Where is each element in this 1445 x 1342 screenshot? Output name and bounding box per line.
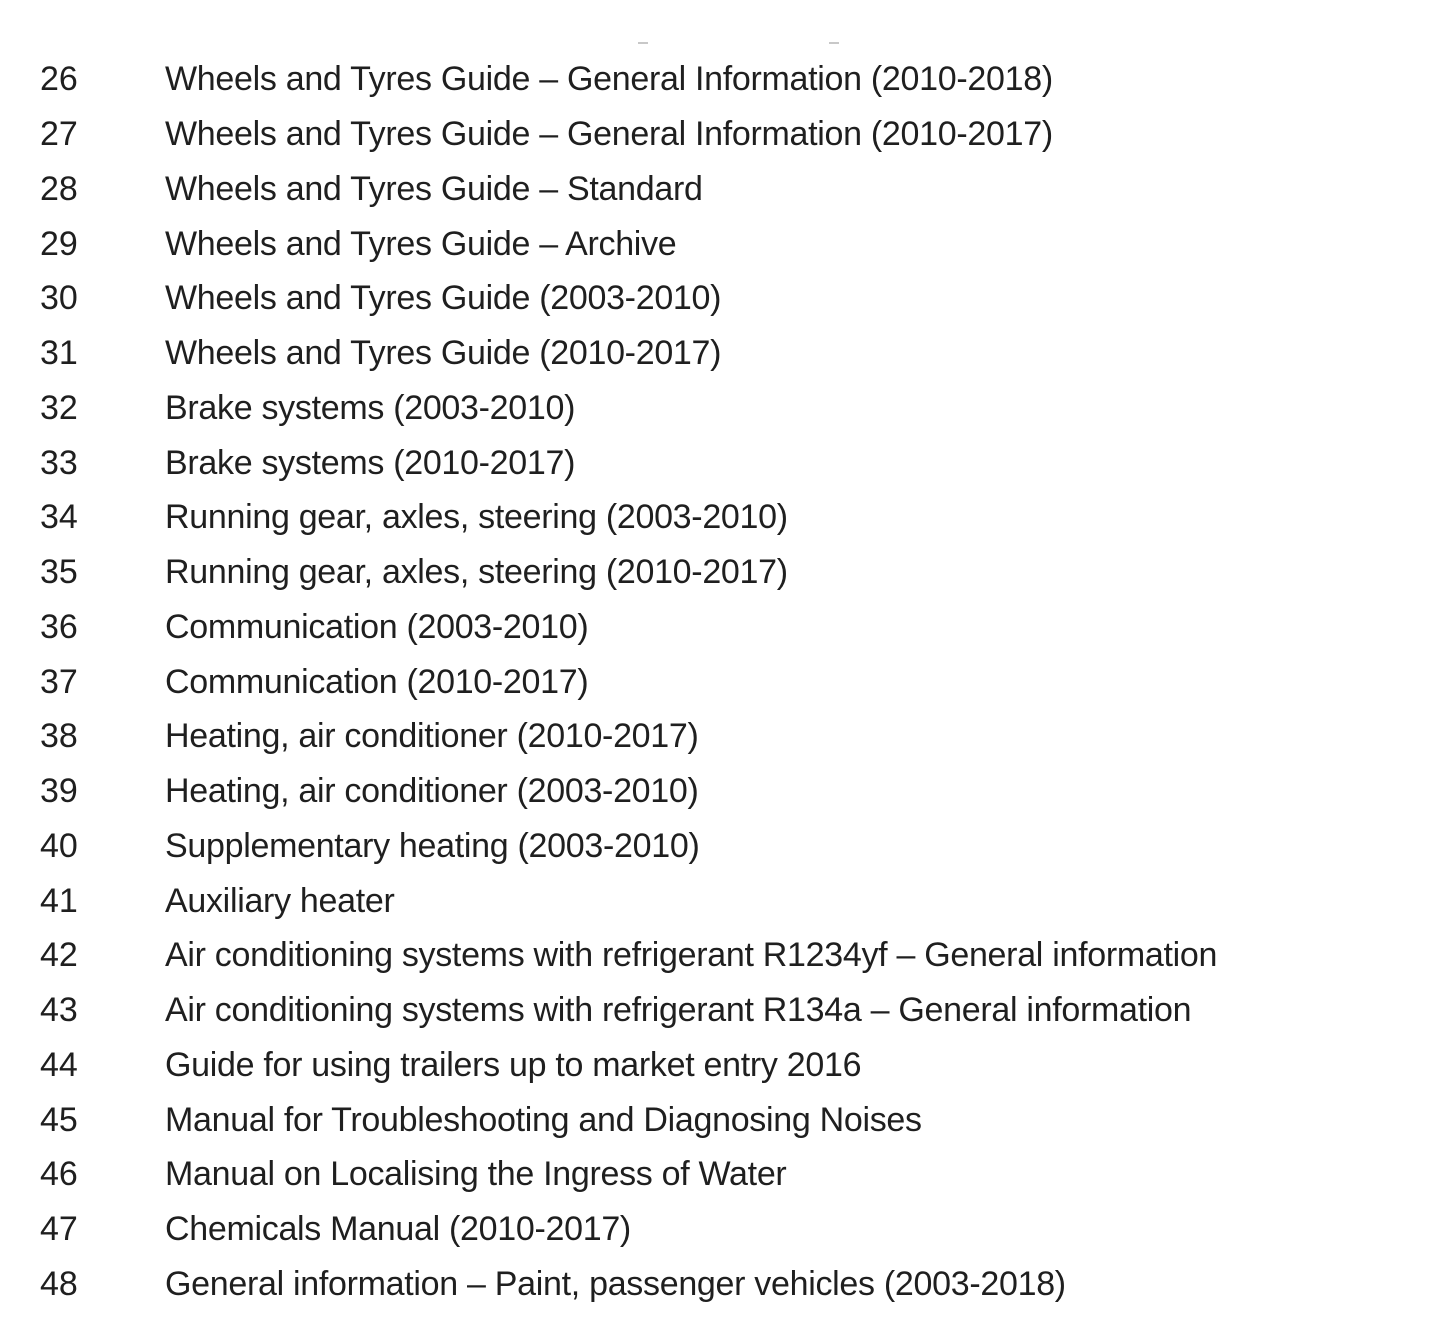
list-item <box>0 490 1445 545</box>
list-item <box>0 545 1445 600</box>
item-title: Wheels and Tyres Guide – Standard <box>165 169 703 208</box>
item-number: 34 <box>40 498 78 537</box>
scan-artifact <box>638 42 648 44</box>
item-title: Running gear, axles, steering (2010-2017) <box>165 553 788 592</box>
item-number: 27 <box>40 115 78 154</box>
item-number: 29 <box>40 224 78 263</box>
list-item <box>0 928 1445 983</box>
item-title: Brake systems (2003-2010) <box>165 388 576 427</box>
item-number: 46 <box>40 1155 78 1194</box>
item-number: 33 <box>40 443 78 482</box>
list-item <box>0 764 1445 819</box>
list-item <box>0 600 1445 655</box>
scan-artifact <box>829 42 839 44</box>
item-number: 48 <box>40 1264 78 1303</box>
list-item <box>0 381 1445 436</box>
list-item <box>0 271 1445 326</box>
item-title: General information – Paint, passenger vehicles (2003-2018) <box>165 1264 1066 1303</box>
item-title: Running gear, axles, steering (2003-2010) <box>165 498 788 537</box>
item-number: 36 <box>40 607 78 646</box>
list-item <box>0 52 1445 107</box>
item-number: 42 <box>40 936 78 975</box>
item-title: Guide for using trailers up to market entry 2016 <box>165 1045 862 1084</box>
list-item <box>0 983 1445 1038</box>
list-item <box>0 1147 1445 1202</box>
item-title: Wheels and Tyres Guide (2010-2017) <box>165 334 722 373</box>
item-title: Auxiliary heater <box>165 881 395 920</box>
item-title: Heating, air conditioner (2010-2017) <box>165 717 699 756</box>
item-number: 40 <box>40 826 78 865</box>
item-title: Wheels and Tyres Guide – General Information (2010-2018) <box>165 60 1053 99</box>
list-item <box>0 326 1445 381</box>
item-title: Manual for Troubleshooting and Diagnosing Noises <box>165 1100 922 1139</box>
item-title: Communication (2003-2010) <box>165 607 589 646</box>
item-number: 47 <box>40 1210 78 1249</box>
list-item <box>0 819 1445 874</box>
item-title: Air conditioning systems with refrigerant R1234yf – General information <box>165 936 1218 975</box>
item-title: Wheels and Tyres Guide (2003-2010) <box>165 279 722 318</box>
item-number: 38 <box>40 717 78 756</box>
item-title: Wheels and Tyres Guide – General Information (2010-2017) <box>165 115 1053 154</box>
list-item <box>0 107 1445 162</box>
item-title: Chemicals Manual (2010-2017) <box>165 1210 631 1249</box>
list-item <box>0 162 1445 217</box>
item-number: 39 <box>40 772 78 811</box>
item-number: 45 <box>40 1100 78 1139</box>
item-title: Air conditioning systems with refrigerant R134a – General information <box>165 991 1192 1030</box>
item-number: 31 <box>40 334 78 373</box>
item-number: 30 <box>40 279 78 318</box>
list-item <box>0 1038 1445 1093</box>
list-item <box>0 709 1445 764</box>
item-title: Wheels and Tyres Guide – Archive <box>165 224 677 263</box>
list-item <box>0 1092 1445 1147</box>
list-item <box>0 1202 1445 1257</box>
item-number: 43 <box>40 991 78 1030</box>
item-number: 44 <box>40 1045 78 1084</box>
item-number: 32 <box>40 388 78 427</box>
item-title: Manual on Localising the Ingress of Water <box>165 1155 787 1194</box>
item-number: 26 <box>40 60 78 99</box>
item-title: Supplementary heating (2003-2010) <box>165 826 700 865</box>
item-title: Brake systems (2010-2017) <box>165 443 576 482</box>
list-item <box>0 873 1445 928</box>
list-item <box>0 435 1445 490</box>
item-number: 28 <box>40 169 78 208</box>
list-item <box>0 654 1445 709</box>
item-number: 37 <box>40 662 78 701</box>
table-of-contents <box>0 52 1445 1311</box>
item-title: Heating, air conditioner (2003-2010) <box>165 772 699 811</box>
item-number: 41 <box>40 881 78 920</box>
list-item <box>0 1257 1445 1312</box>
list-item <box>0 216 1445 271</box>
item-number: 35 <box>40 553 78 592</box>
item-title: Communication (2010-2017) <box>165 662 589 701</box>
